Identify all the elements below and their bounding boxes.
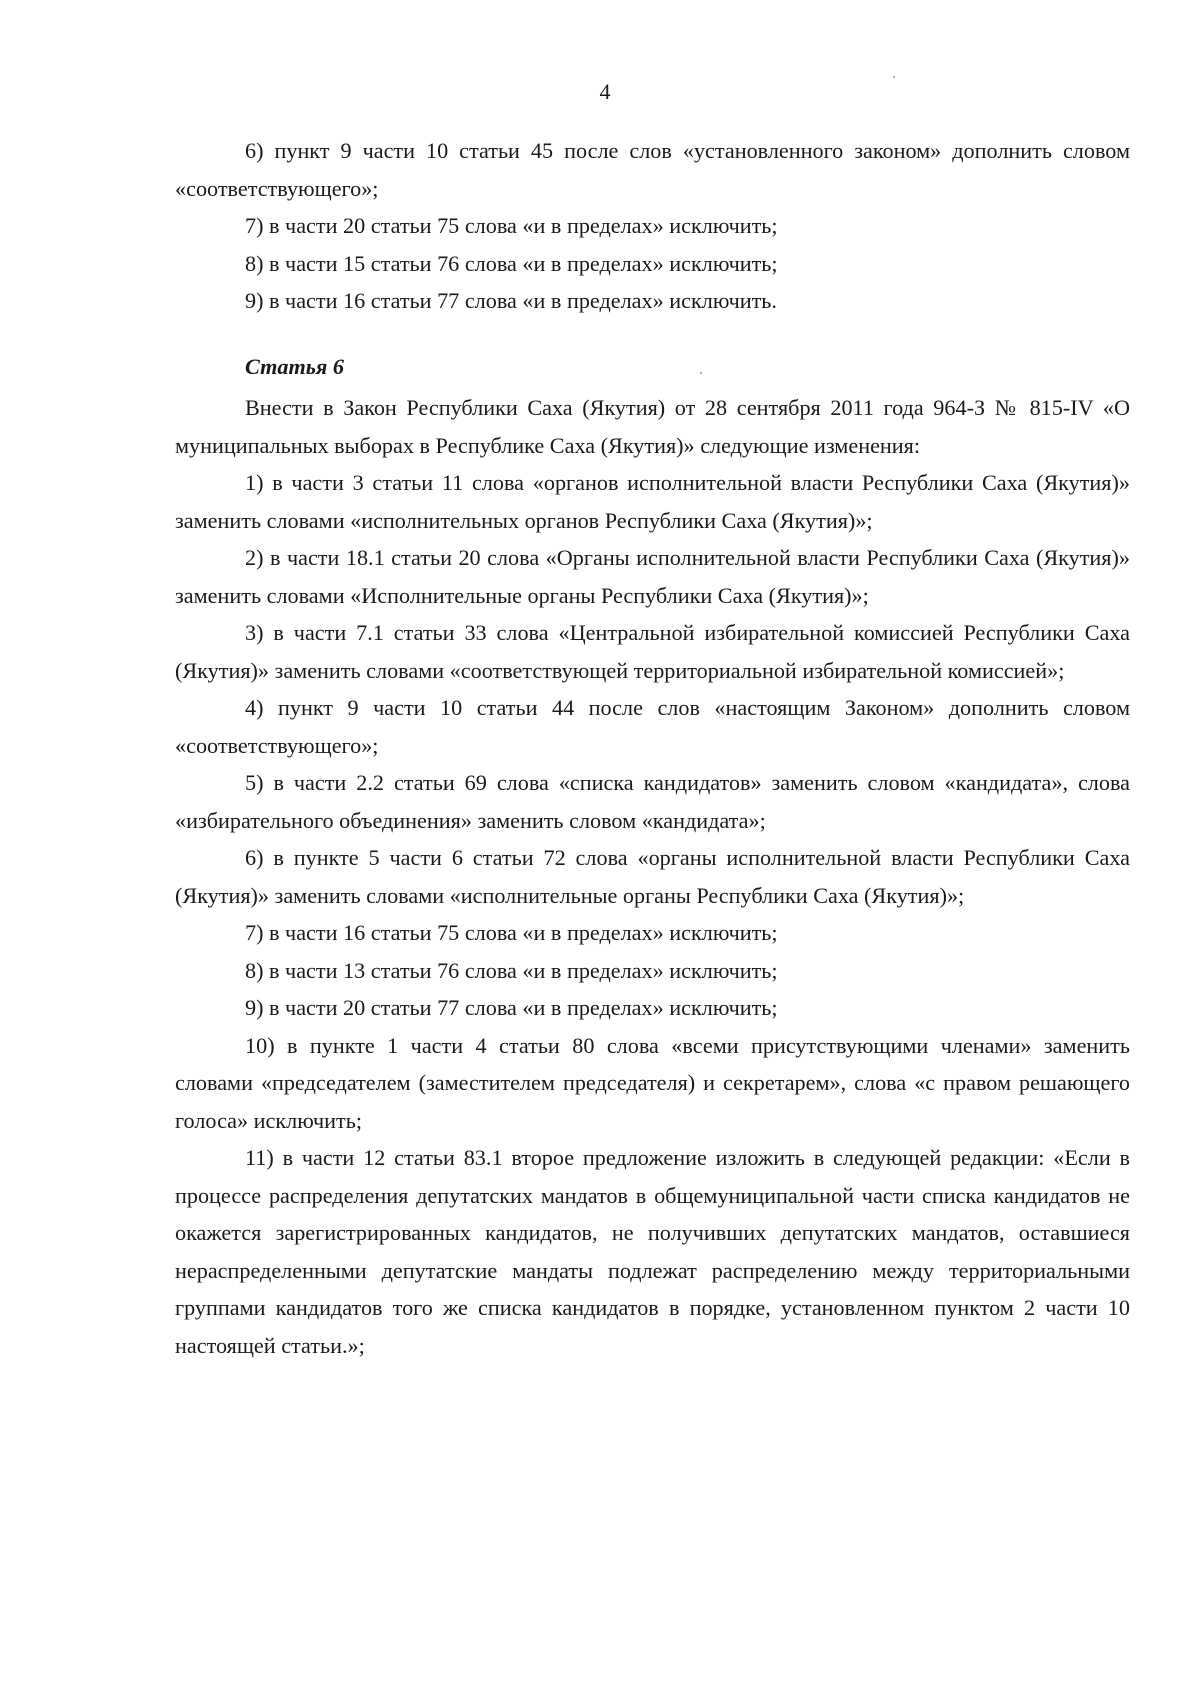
amendment-item: 9) в части 20 статьи 77 слова «и в пределах» исключить; <box>245 995 778 1020</box>
amendment-item: 1) в части 3 статьи 11 слова «органов исполнительной власти Республики Саха (Якутия)» заменить словами «исполнительных органов Республики Саха (Якутия)»; <box>175 470 1130 533</box>
amendment-item: 7) в части 20 статьи 75 слова «и в пределах» исключить; <box>245 213 778 238</box>
amendment-item: 11) в части 12 статьи 83.1 второе предложение изложить в следующей редакции: «Если в процессе распределения депутатских мандатов в общемуниципальной части списка кандидатов не окажется зарегистрированных кандидатов, не получивших депутатских мандатов, оставшиеся нераспределенными депутатские мандаты подлежат распределению между территориальными группами кандидатов того же списка кандидатов в порядке, установленном пунктом 2 части 10 настоящей статьи.»; <box>175 1145 1130 1358</box>
page-number: 4 <box>599 79 611 104</box>
amendment-item: 6) в пункте 5 части 6 статьи 72 слова «органы исполнительной власти Республики Саха (Якутия)» заменить словами «исполнительные органы Республики Саха (Якутия)»; <box>175 845 1130 908</box>
amendment-item: 6) пункт 9 части 10 статьи 45 после слов «установленного законом» дополнить словом «соответствующего»; <box>175 138 1130 201</box>
document-body <box>175 132 1130 1364</box>
amendment-item: 8) в части 15 статьи 76 слова «и в пределах» исключить; <box>245 250 778 276</box>
amendment-item: 8) в части 13 статьи 76 слова «и в пределах» исключить; <box>245 957 778 983</box>
article-intro: Внести в Закон Республики Саха (Якутия) от 28 сентября 2011 года 964-З № 815-IV «О муниципальных выборах в Республике Саха (Якутия)» следующие изменения: <box>175 395 1130 458</box>
article-heading: Статья 6 <box>245 353 344 379</box>
scan-speck <box>893 76 895 78</box>
amendment-item: 4) пункт 9 части 10 статьи 44 после слов «настоящим Законом» дополнить словом «соответствующего»; <box>175 695 1130 758</box>
amendment-item: 7) в части 16 статьи 75 слова «и в пределах» исключить; <box>245 920 778 945</box>
amendment-item: 2) в части 18.1 статьи 20 слова «Органы исполнительной власти Республики Саха (Якутия)» заменить словами «Исполнительные органы Республики Саха (Якутия)»; <box>175 545 1130 608</box>
amendment-item: 5) в части 2.2 статьи 69 слова «списка кандидатов» заменить словом «кандидата», слова «избирательного объединения» заменить словом «кандидата»; <box>175 770 1130 833</box>
amendment-item: 10) в пункте 1 части 4 статьи 80 слова «всеми присутствующими членами» заменить словами «председателем (заместителем председателя) и секретарем», слова «с правом решающего голоса» исключить; <box>175 1032 1130 1133</box>
amendment-item: 9) в части 16 статьи 77 слова «и в пределах» исключить. <box>245 288 777 313</box>
amendment-item: 3) в части 7.1 статьи 33 слова «Центральной избирательной комиссией Республики Саха (Якутия)» заменить словами «соответствующей территориальной избирательной комиссией»; <box>175 620 1130 683</box>
